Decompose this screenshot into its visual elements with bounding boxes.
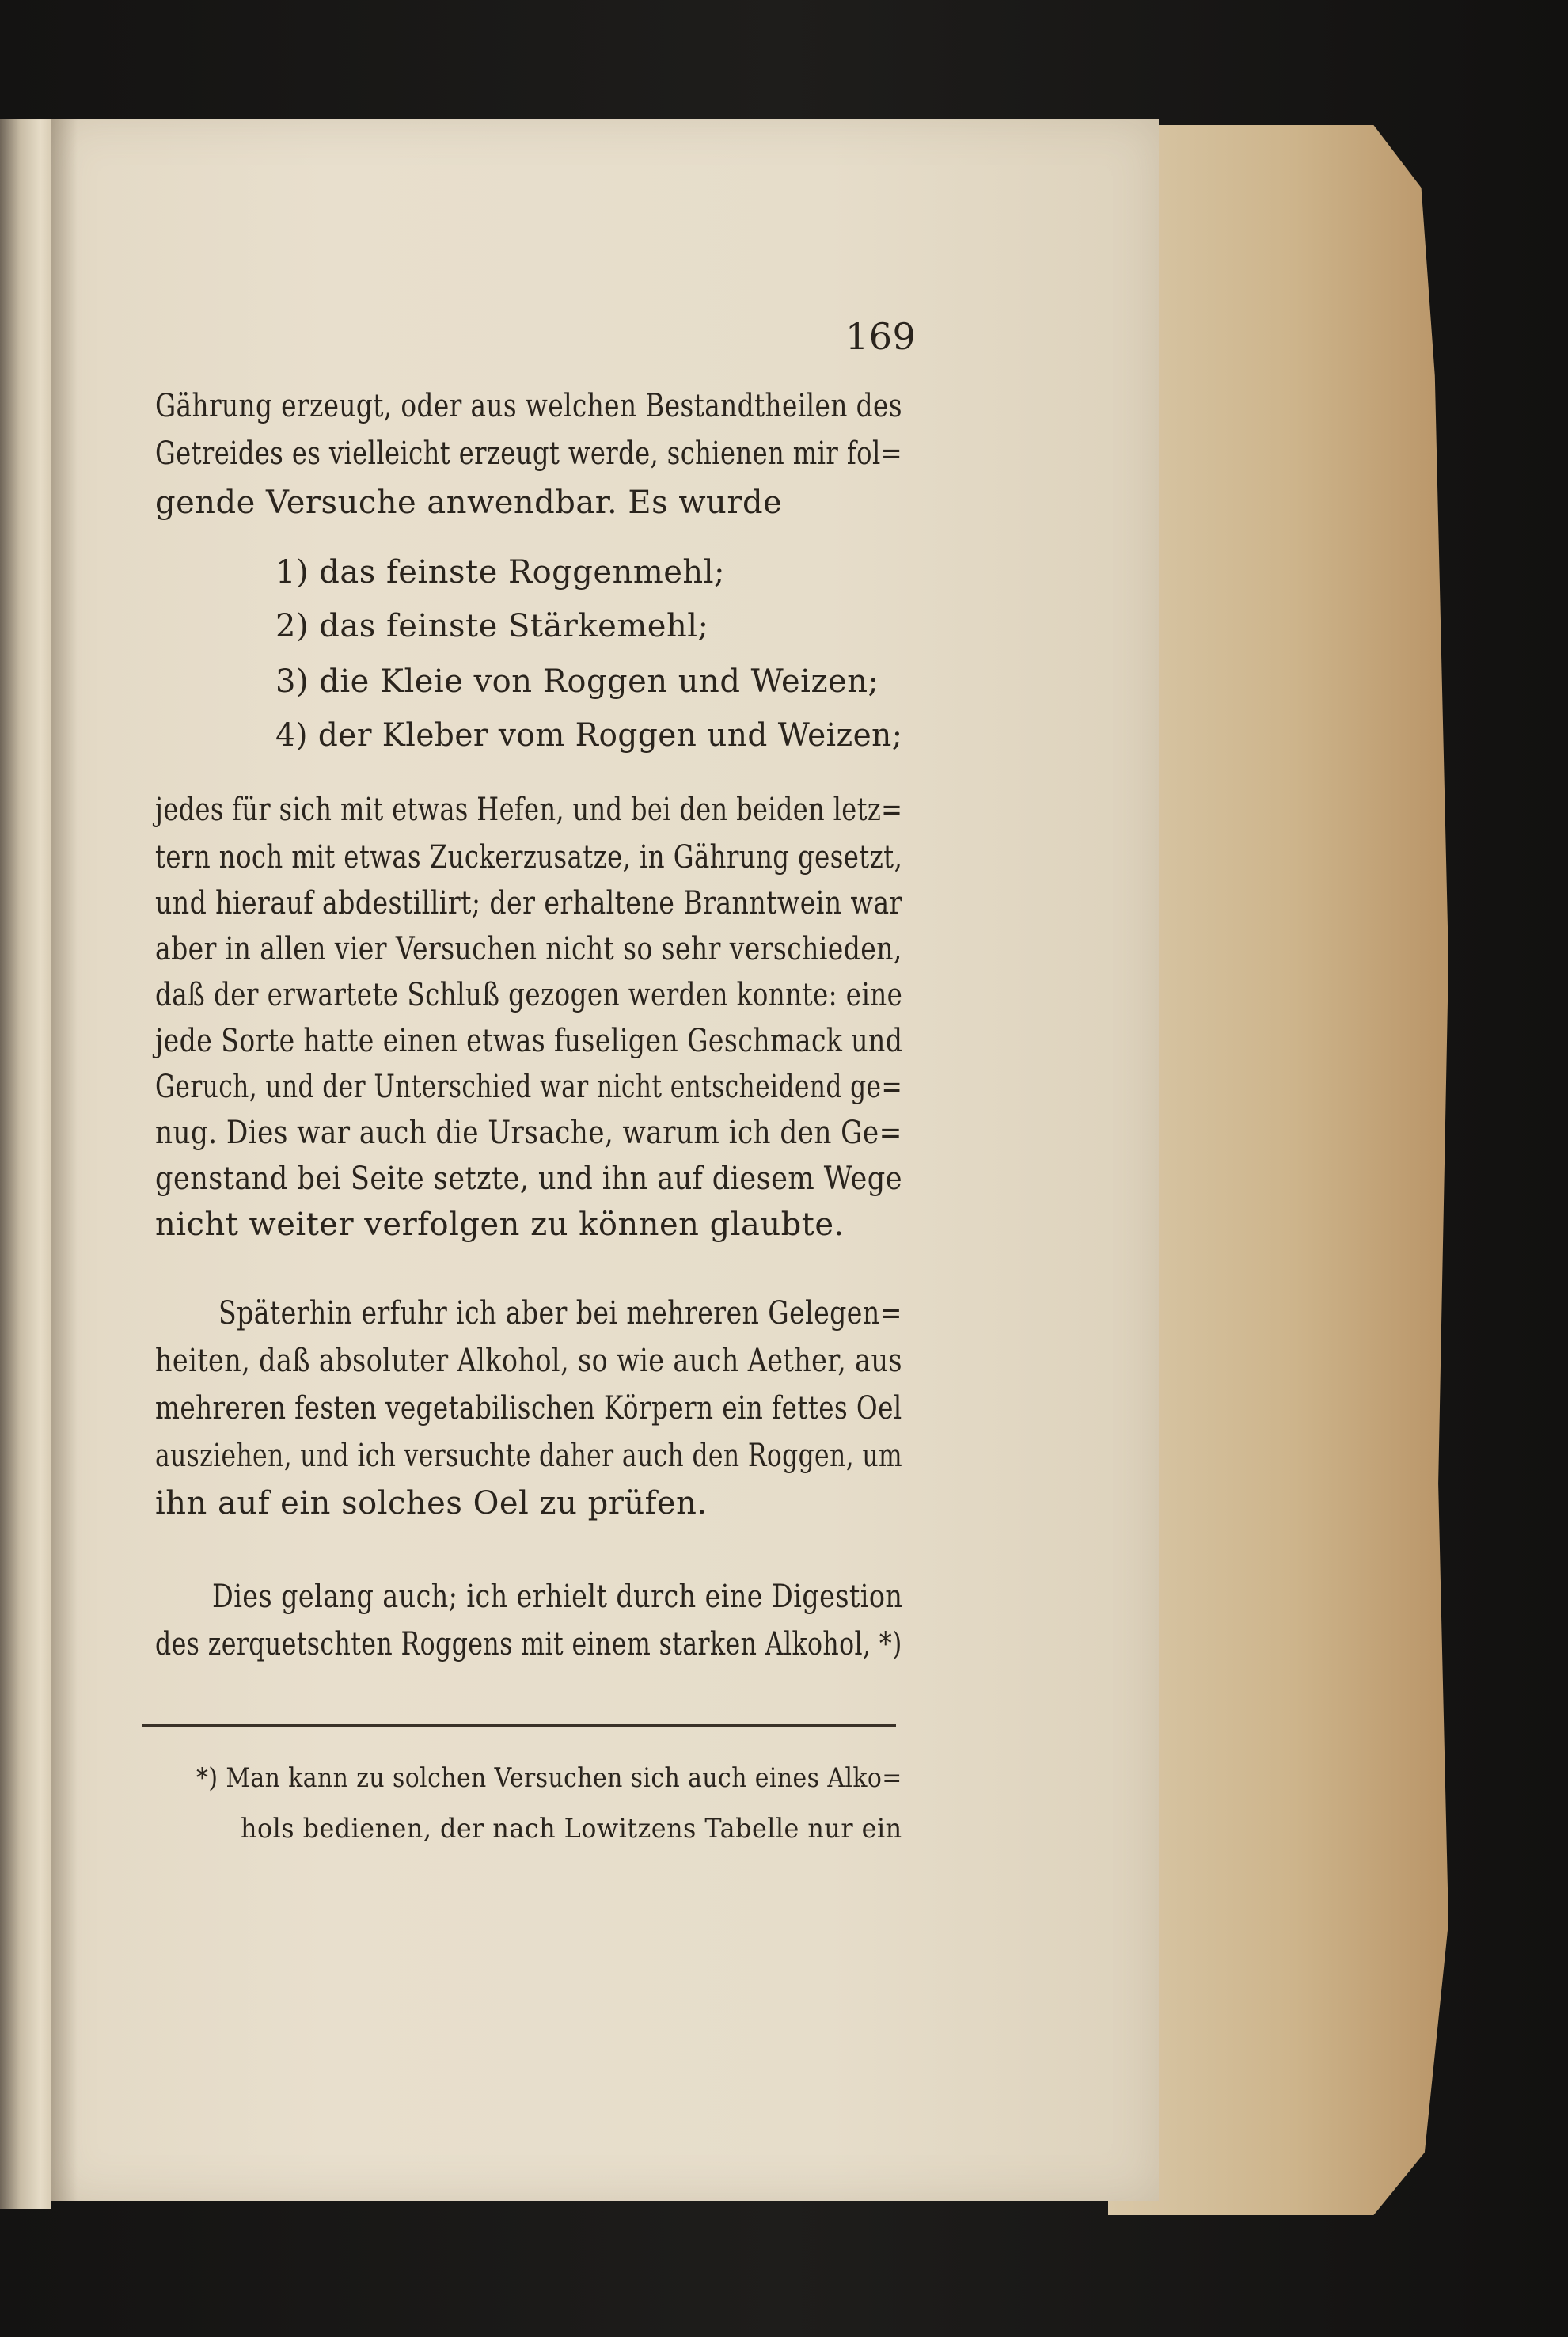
paragraph-1-line-1: Gährung erzeugt, oder aus welchen Bestandtheilen des — [155, 388, 902, 424]
paragraph-2-line-10: nicht weiter verfolgen zu können glaubte. — [155, 1206, 845, 1243]
paragraph-3-line-1: Späterhin erfuhr ich aber bei mehreren Gelegen= — [218, 1295, 902, 1332]
paragraph-2-line-4: aber in allen vier Versuchen nicht so sehr verschieden, — [155, 931, 902, 967]
paragraph-2-line-2: tern noch mit etwas Zuckerzusatze, in Gährung gesetzt, — [155, 839, 903, 876]
paragraph-4-line-1: Dies gelang auch; ich erhielt durch eine Digestion — [212, 1579, 903, 1615]
list-item-3: 3) die Kleie von Roggen und Weizen; — [275, 663, 879, 700]
paragraph-3-line-5: ihn auf ein solches Oel zu prüfen. — [155, 1485, 708, 1522]
list-item-2: 2) das feinste Stärkemehl; — [275, 608, 709, 644]
paragraph-2-line-8: nug. Dies war auch die Ursache, warum ich den Ge= — [155, 1115, 902, 1151]
paragraph-2-line-7: Geruch, und der Unterschied war nicht entscheidend ge= — [155, 1069, 903, 1105]
paragraph-4-line-2: des zerquetschten Roggens mit einem starken Alkohol, *) — [155, 1626, 902, 1662]
paragraph-2-line-9: genstand bei Seite setzte, und ihn auf diesem Wege — [155, 1161, 902, 1197]
footnote-separator — [142, 1724, 896, 1727]
paragraph-3-line-2: heiten, daß absoluter Alkohol, so wie auch Aether, aus — [155, 1343, 902, 1379]
paragraph-3-line-3: mehreren festen vegetabilischen Körpern ein fettes Oel — [155, 1390, 902, 1427]
facing-page-edge — [0, 119, 51, 2209]
paragraph-2-line-5: daß der erwartete Schluß gezogen werden konnte: eine — [155, 977, 903, 1013]
list-item-1: 1) das feinste Roggenmehl; — [275, 554, 725, 591]
paragraph-3-line-4: ausziehen, und ich versuchte daher auch den Roggen, um — [155, 1438, 903, 1474]
paragraph-1-line-2: Getreides es vielleicht erzeugt werde, schienen mir fol= — [155, 435, 903, 472]
paragraph-2-line-6: jede Sorte hatte einen etwas fuseligen Geschmack und — [155, 1023, 903, 1059]
book-page — [51, 119, 1159, 2201]
footnote-line-2: hols bedienen, der nach Lowitzens Tabelle nur ein — [241, 1813, 902, 1845]
paragraph-2-line-3: und hierauf abdestillirt; der erhaltene Branntwein war — [155, 885, 902, 922]
underlying-page-edge — [1108, 125, 1448, 2215]
page-number: 169 — [845, 315, 917, 358]
list-item-4: 4) der Kleber vom Roggen und Weizen; — [275, 717, 903, 754]
paragraph-2-line-1: jedes für sich mit etwas Hefen, und bei den beiden letz= — [155, 792, 903, 828]
paragraph-1-line-3: gende Versuche anwendbar. Es wurde — [155, 484, 783, 521]
footnote-line-1: *) Man kann zu solchen Versuchen sich auch eines Alko= — [196, 1762, 902, 1794]
page-gutter-shadow — [51, 119, 78, 2201]
